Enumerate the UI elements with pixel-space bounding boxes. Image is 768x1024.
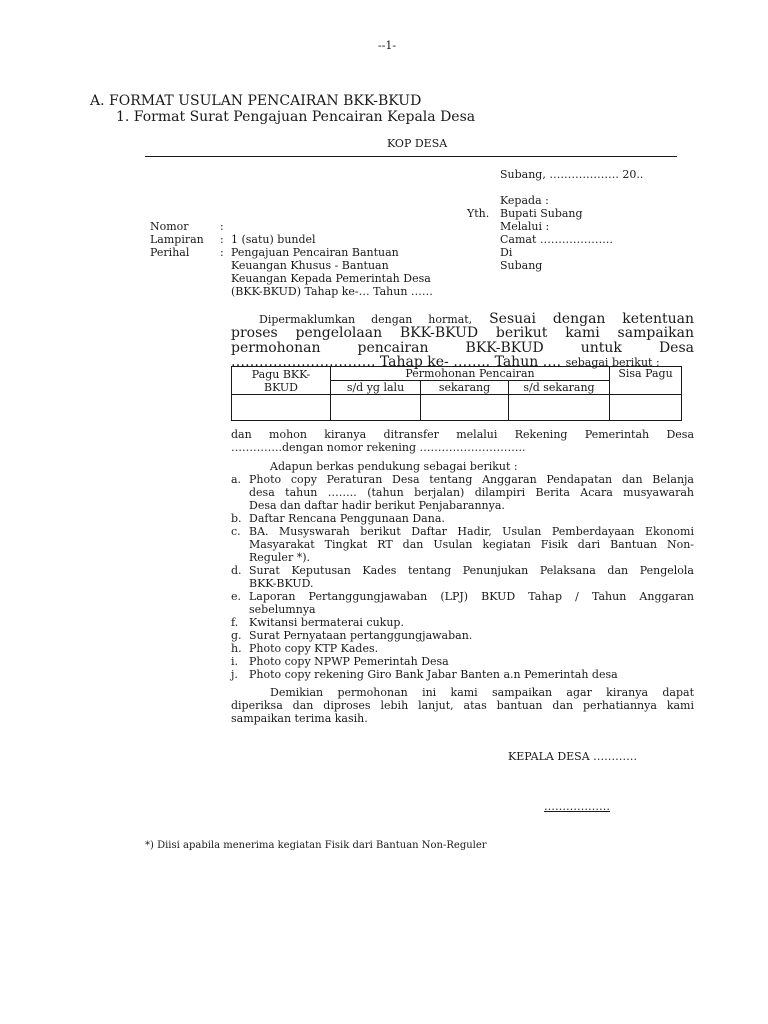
berkas-line: Surat Pernyataan pertanggungjawaban. [249, 629, 473, 642]
intro-line: permohonan pencairan BKK-BKUD untuk Desa [231, 340, 694, 356]
lampiran-value: 1 (satu) bundel [231, 233, 316, 246]
header-sekarang: sekarang [421, 381, 509, 395]
pagu-table [231, 366, 682, 421]
header-sd-yg-lalu: s/d yg lalu [331, 381, 421, 395]
berkas-line: Photo copy NPWP Pemerintah Desa [249, 655, 449, 668]
recipient-line: Bupati Subang [500, 207, 583, 220]
table-cell [421, 395, 509, 421]
berkas-line: Laporan Pertanggungjawaban (LPJ) BKUD Tahap / Tahun Anggaran [249, 590, 694, 603]
berkas-key: f. [231, 616, 239, 629]
berkas-line: Photo copy rekening Giro Bank Jabar Banten a.n Pemerintah desa [249, 668, 618, 681]
header-sisa-pagu: Sisa Pagu [610, 367, 682, 395]
intro-text: …………………………. Tahap ke- …….. Tahun …. [231, 354, 566, 370]
table-cell [331, 395, 421, 421]
section-heading: A. FORMAT USULAN PENCAIRAN BKK-BKUD [90, 93, 422, 109]
berkas-line: Daftar Rencana Penggunaan Dana. [249, 512, 445, 525]
berkas-intro: Adapun berkas pendukung sebagai berikut : [270, 460, 518, 473]
berkas-key: a. [231, 473, 242, 486]
intro-tail: sebagai berikut : [565, 356, 660, 369]
recipient-line: Camat ……………….. [500, 233, 613, 246]
berkas-line: Surat Keputusan Kades tentang Penunjukan Pelaksana dan Pengelola [249, 564, 694, 577]
closing-line: sampaikan terima kasih. [231, 712, 368, 725]
closing-line: Demikian permohonan ini kami sampaikan agar kiranya dapat [270, 686, 694, 699]
intro-lead: Dipermaklumkan dengan hormat, [259, 313, 473, 326]
berkas-line: Kwitansi bermaterai cukup. [249, 616, 404, 629]
perihal-line: (BKK-BKUD) Tahap ke-… Tahun …… [231, 285, 433, 298]
page-number: --1- [378, 39, 397, 52]
footnote: *) Diisi apabila menerima kegiatan Fisik dari Bantuan Non-Reguler [145, 840, 487, 851]
berkas-line: sebelumnya [249, 603, 316, 616]
recipient-yth: Yth. [467, 207, 490, 220]
perihal-line: Pengajuan Pencairan Bantuan [231, 246, 399, 259]
header-pagu: Pagu BKK- BKUD [232, 367, 331, 395]
berkas-key: c. [231, 525, 241, 538]
perihal-line: Keuangan Kepada Pemerintah Desa [231, 272, 431, 285]
table-cell [509, 395, 610, 421]
nomor-label: Nomor [150, 220, 189, 233]
intro-text: Sesuai dengan ketentuan [472, 311, 695, 327]
lampiran-colon: : [220, 233, 224, 246]
recipient-line: Subang [500, 259, 543, 272]
signature-title: KEPALA DESA ………… [508, 750, 638, 763]
berkas-line: Reguler *). [249, 551, 310, 564]
header-permohonan: Permohonan Pencairan [331, 367, 610, 381]
transfer-line: dan mohon kiranya ditransfer melalui Rekening Pemerintah Desa [231, 428, 694, 441]
berkas-key: j. [231, 668, 238, 681]
recipient-line: Melalui : [500, 220, 550, 233]
berkas-key: i. [231, 655, 239, 668]
kop-desa: KOP DESA [387, 137, 448, 150]
lampiran-label: Lampiran [150, 233, 204, 246]
perihal-label: Perihal [150, 246, 190, 259]
berkas-key: b. [231, 512, 242, 525]
berkas-line: Desa dan daftar hadir berikut Penjabarannya. [249, 499, 505, 512]
intro-line: proses pengelolaan BKK-BKUD berikut kami sampaikan [231, 325, 694, 341]
subsection-heading: 1. Format Surat Pengajuan Pencairan Kepala Desa [116, 109, 476, 125]
berkas-key: g. [231, 629, 242, 642]
closing-line: diperiksa dan diproses lebih lanjut, atas bantuan dan perhatiannya kami [231, 699, 694, 712]
berkas-key: h. [231, 642, 242, 655]
berkas-key: e. [231, 590, 242, 603]
signature-name: ……………… [544, 800, 610, 813]
recipient-line: Di [500, 246, 513, 259]
nomor-colon: : [220, 220, 224, 233]
berkas-line: BA. Musyswarah berikut Daftar Hadir, Usulan Pemberdayaan Ekonomi [249, 525, 694, 538]
transfer-line: …………..dengan nomor rekening ……………………….. [231, 441, 526, 454]
kop-divider [145, 156, 677, 157]
berkas-key: d. [231, 564, 242, 577]
table-cell [232, 395, 331, 421]
berkas-line: desa tahun …….. (tahun berjalan) dilampiri Berita Acara musyawarah [249, 486, 694, 499]
berkas-line: Masyarakat Tingkat RT dan Usulan kegiatan Fisik dari Bantuan Non- [249, 538, 694, 551]
perihal-colon: : [220, 246, 224, 259]
berkas-line: BKK-BKUD. [249, 577, 314, 590]
header-sd-sekarang: s/d sekarang [509, 381, 610, 395]
perihal-line: Keuangan Khusus - Bantuan [231, 259, 389, 272]
table-cell [610, 395, 682, 421]
date-line: Subang, ………………. 20.. [500, 168, 644, 181]
berkas-line: Photo copy KTP Kades. [249, 642, 379, 655]
recipient-kepada: Kepada : [500, 194, 549, 207]
berkas-line: Photo copy Peraturan Desa tentang Anggaran Pendapatan dan Belanja [249, 473, 694, 486]
